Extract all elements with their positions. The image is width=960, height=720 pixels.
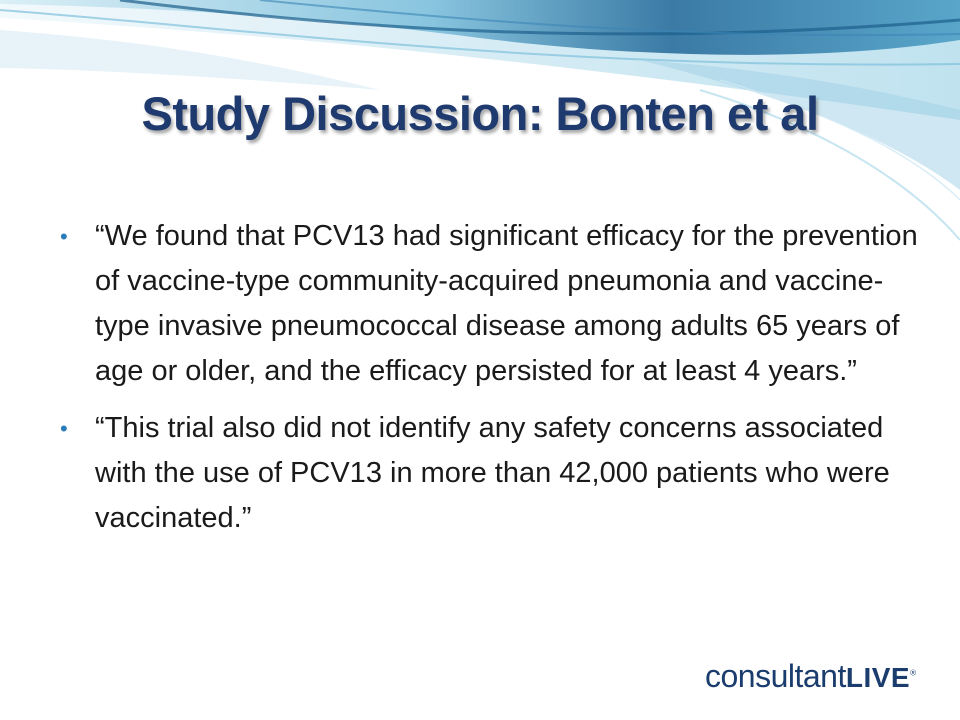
bullet-icon: •	[60, 224, 68, 249]
bullet-icon: •	[60, 416, 68, 441]
bullet-item	[60, 406, 920, 541]
registered-mark-icon: ®	[910, 668, 916, 678]
bullet-text: “This trial also did not identify any safety concerns associated with the use of PCV13 in more than 42,000 patients who were vaccinated.”	[95, 412, 890, 534]
bullet-item	[60, 214, 920, 394]
bullet-list	[60, 214, 920, 553]
consultantlive-logo	[705, 658, 916, 695]
logo-text-live: LIVE	[845, 662, 911, 693]
slide-title: Study Discussion: Bonten et al	[141, 87, 819, 140]
bullet-text: “We found that PCV13 had significant efficacy for the prevention of vaccine-type community-acquired pneumonia and vaccine-type invasive pneumococcal disease among adults 65 years of age or older, and the efficacy persisted for at least 4 years.”	[95, 220, 918, 387]
logo-text-consultant: consultant	[704, 658, 846, 694]
